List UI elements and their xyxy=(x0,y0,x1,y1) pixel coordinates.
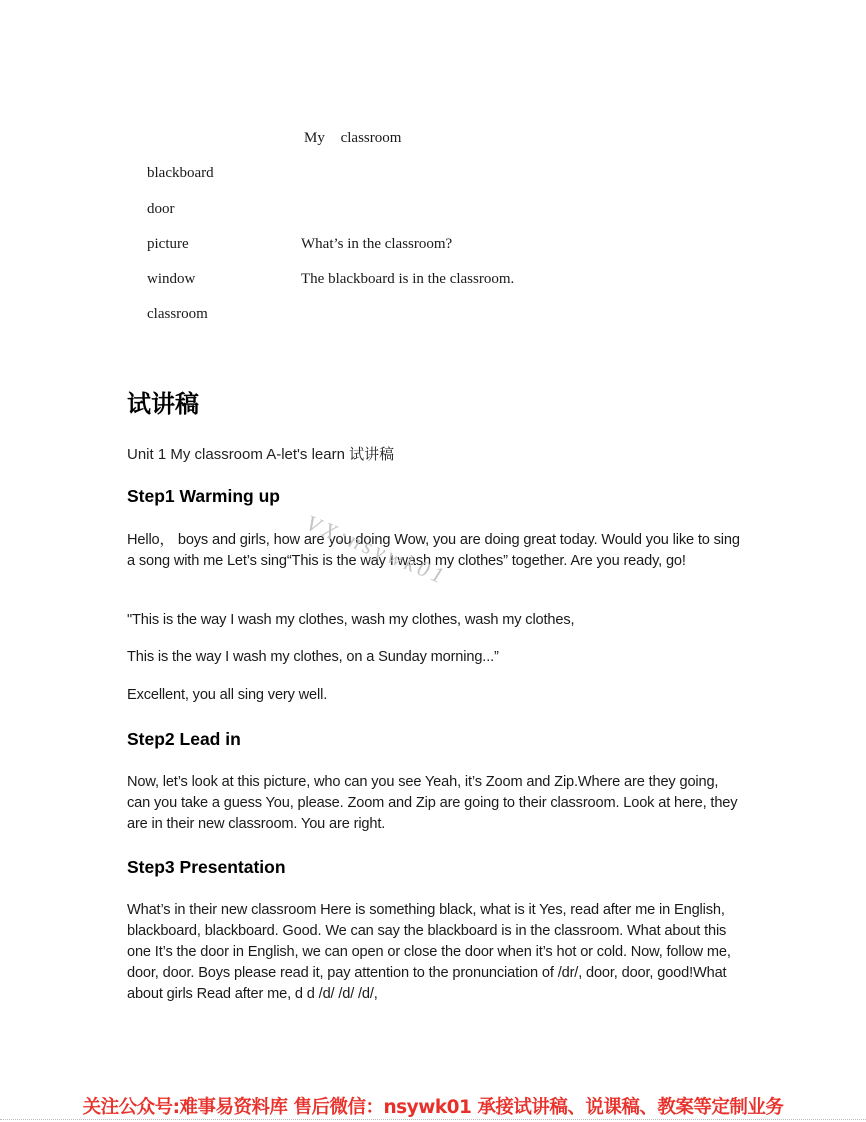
footer-divider xyxy=(0,1119,866,1121)
song-line xyxy=(127,610,742,631)
vocab-word: blackboard xyxy=(147,165,214,181)
watermark: VX:nsywk01 xyxy=(302,510,452,590)
song-line xyxy=(127,647,742,668)
step1-paragraph xyxy=(127,530,742,572)
step1-closing xyxy=(127,685,742,706)
page-title: 试讲稿 xyxy=(127,390,199,418)
paragraph-text: Now, let’s look at this picture, who can you see Yeah, it’s Zoom and Zip.Where are they going, can you take a guess You, please. Zoom and Zip are going to their classroom. Look at here, they are in their new classroom. You are right. xyxy=(127,774,738,832)
document-subtitle: Unit 1 My classroom A-let's learn 试讲稿 xyxy=(127,446,395,463)
step3-heading: Step3 Presentation xyxy=(127,857,286,877)
paragraph-text: Hello， boys and girls, how are you doing Wow, you are doing great today. Would you like to sing a song with me Let’s sing“This is the way I wash my clothes” together. Are you ready, go! xyxy=(127,532,740,569)
vocab-word: window xyxy=(147,271,196,287)
paragraph-text: What’s in their new classroom Here is something black, what is it Yes, read after me in English, blackboard, blackboard. Good. We can say the blackboard is in the classroom. What about this one It’s the door in English, we can open or close the door when it’s hot or cold. Now, follow me, door, door. Boys please read it, pay attention to the pronunciation of /dr/, door, door, good!What about girls Read after me, d d /d/ /d/ /d/, xyxy=(127,902,731,1002)
step2-paragraph xyxy=(127,772,742,835)
board-sentence: The blackboard is in the classroom. xyxy=(301,271,515,287)
vocab-word: picture xyxy=(147,236,189,252)
board-title: My classroom xyxy=(304,130,402,146)
vocab-word: door xyxy=(147,201,175,217)
vocab-word: classroom xyxy=(147,306,208,322)
step3-paragraph xyxy=(127,900,742,1005)
paragraph-text: Excellent, you all sing very well. xyxy=(127,687,328,703)
board-sentence: What’s in the classroom? xyxy=(301,236,453,252)
paragraph-text: "This is the way I wash my clothes, wash my clothes, wash my clothes, xyxy=(127,612,575,628)
paragraph-text: This is the way I wash my clothes, on a Sunday morning...” xyxy=(127,649,499,665)
step2-heading: Step2 Lead in xyxy=(127,729,241,749)
step1-heading: Step1 Warming up xyxy=(127,486,280,506)
footer-banner: 关注公众号:难事易资料库 售后微信：nsywk01 承接试讲稿、说课稿、教案等定制业务 xyxy=(82,1097,784,1118)
